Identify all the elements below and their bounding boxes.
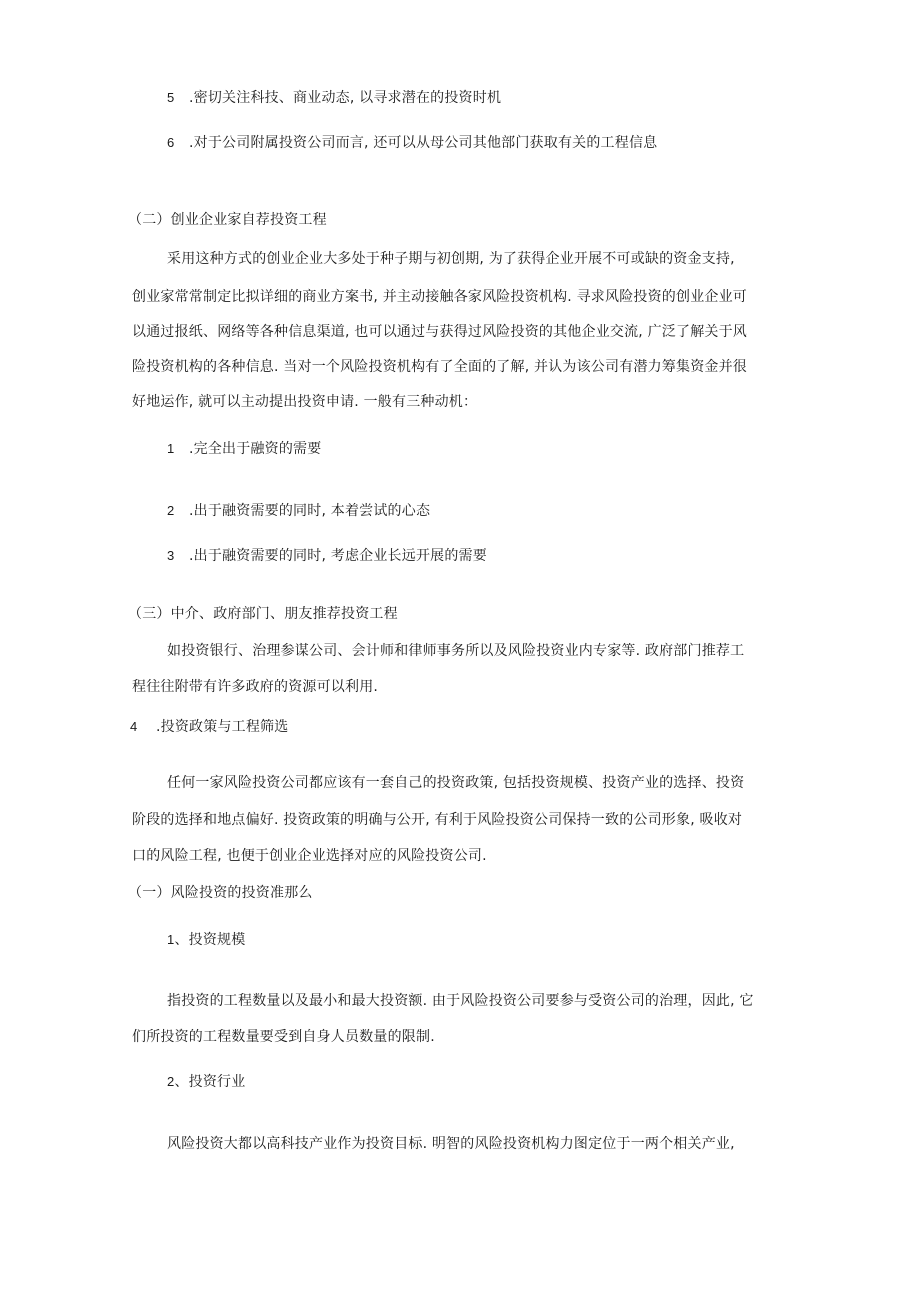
sub-heading: （一）风险投资的投资准那么 — [128, 885, 313, 901]
criteria-title: 、投资规模 — [174, 932, 246, 948]
list-item-3 — [167, 546, 487, 566]
list-text: .对于公司附属投资公司而言, 还可以从母公司其他部门获取有关的工程信息 — [189, 135, 658, 151]
section-heading: （二）创业企业家自荐投资工程 — [128, 212, 327, 228]
paragraph-line: 险投资机构的各种信息. 当对一个风险投资机构有了全面的了解, 并认为该公司有潜力筹集资金并很 — [132, 359, 747, 375]
list-number: 1 — [167, 441, 175, 456]
criteria-number: 2 — [167, 1074, 175, 1089]
list-item-1 — [167, 439, 321, 459]
paragraph-line: 以通过报纸、网络等各种信息渠道, 也可以通过与获得过风险投资的其他企业交流, 广泛了解关于风 — [132, 324, 747, 340]
paragraph-line: 指投资的工程数量以及最小和最大投资额. 由于风险投资公司要参与受资公司的治理，因此, 它 — [167, 993, 754, 1009]
criteria-number: 1 — [167, 932, 175, 947]
chapter-heading — [130, 717, 288, 737]
chapter-number: 4 — [130, 719, 138, 734]
list-number: 6 — [167, 135, 175, 150]
criteria-heading — [167, 930, 245, 950]
chapter-title: .投资政策与工程筛选 — [156, 719, 289, 735]
list-item-2 — [167, 501, 430, 521]
list-text: .出于融资需要的同时, 本着尝试的心态 — [189, 503, 431, 519]
paragraph-line: 创业家常常制定比拟详细的商业方案书, 并主动接触各家风险投资机构. 寻求风险投资的创业企业可 — [132, 289, 747, 305]
list-text: .完全出于融资的需要 — [189, 441, 322, 457]
paragraph-line: 们所投资的工程数量要受到自身人员数量的限制. — [132, 1029, 435, 1045]
criteria-heading — [167, 1072, 245, 1092]
paragraph-line: 程往往附带有许多政府的资源可以利用. — [132, 679, 379, 695]
list-text: .密切关注科技、商业动态, 以寻求潜在的投资时机 — [189, 90, 502, 106]
paragraph-line: 任何一家风险投资公司都应该有一套自己的投资政策, 包括投资规模、投资产业的选择、投资 — [167, 775, 745, 791]
criteria-title: 、投资行业 — [174, 1074, 246, 1090]
list-number: 3 — [167, 548, 175, 563]
paragraph-line: 风险投资大都以高科技产业作为投资目标. 明智的风险投资机构力图定位于一两个相关产业, — [167, 1136, 735, 1152]
list-item-5 — [167, 88, 501, 108]
section-heading: （三）中介、政府部门、朋友推荐投资工程 — [128, 606, 398, 622]
list-text: .出于融资需要的同时, 考虑企业长远开展的需要 — [189, 548, 487, 564]
paragraph-line: 好地运作, 就可以主动提出投资申请. 一般有三种动机： — [132, 394, 478, 410]
paragraph-line: 口的风险工程, 也便于创业企业选择对应的风险投资公司. — [132, 848, 487, 864]
paragraph-line: 采用这种方式的创业企业大多处于种子期与初创期, 为了获得企业开展不可或缺的资金支持, — [167, 251, 735, 267]
paragraph-line: 如投资银行、治理参谋公司、会计师和律师事务所以及风险投资业内专家等. 政府部门推荐工 — [167, 643, 745, 659]
list-number: 5 — [167, 90, 175, 105]
paragraph-line: 阶段的选择和地点偏好. 投资政策的明确与公开, 有利于风险投资公司保持一致的公司形象, 吸收对 — [132, 812, 743, 828]
list-number: 2 — [167, 503, 175, 518]
list-item-6 — [167, 133, 657, 153]
